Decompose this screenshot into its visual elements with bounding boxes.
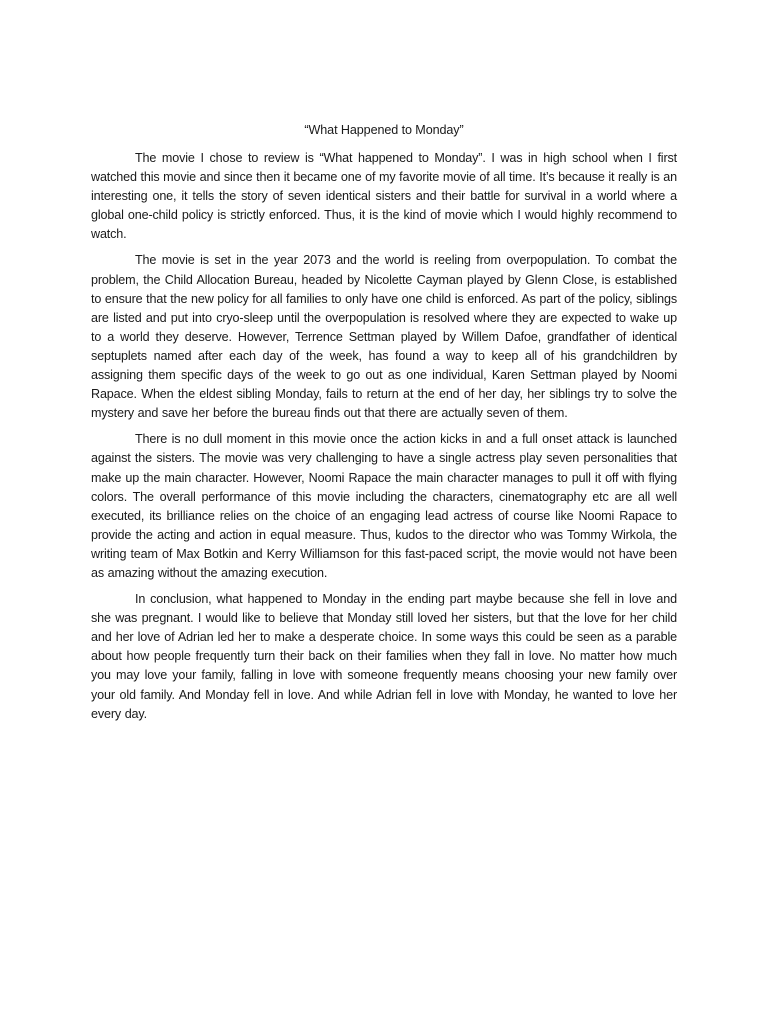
paragraph-evaluation: There is no dull moment in this movie once the action kicks in and a full onset attack is launched against the sisters. The movie was very challenging to have a single actress play seven personalities that make up the main character. However, Noomi Rapace the main character manages to pull it off with flying colors. The overall performance of this movie including the characters, cinematography etc are all well executed, its brilliance relies on the choice of an engaging lead actress of course like Noomi Rapace to provide the acting and action in equal measure. Thus, kudos to the director who was Tommy Wirkola, the writing team of Max Botkin and Kerry Williamson for this fast-paced script, the movie would not have been as amazing without the amazing execution. [91, 432, 677, 580]
paragraph-introduction: The movie I chose to review is “What happened to Monday”. I was in high school when I first watched this movie and since then it became one of my favorite movie of all time. It’s because it really is an interesting one, it tells the story of seven identical sisters and their battle for survival in a world where a global one-child policy is strictly enforced. Thus, it is the kind of movie which I would highly recommend to watch. [91, 151, 677, 242]
paragraph-conclusion: In conclusion, what happened to Monday in the ending part maybe because she fell in love and she was pregnant. I would like to believe that Monday still loved her sisters, but that the love for her child and her love of Adrian led her to make a desperate choice. In some ways this could be seen as a parable about how people frequently turn their back on their families when they fall in love. No matter how much you may love your family, falling in love with someone frequently means choosing your new family over your old family. And Monday fell in love. And while Adrian fell in love with Monday, he wanted to love her every day. [91, 592, 677, 721]
document-body [91, 120, 677, 731]
document-title: “What Happened to Monday” [304, 123, 464, 137]
paragraph-plot-summary: The movie is set in the year 2073 and the world is reeling from overpopulation. To combat the problem, the Child Allocation Bureau, headed by Nicolette Cayman played by Glenn Close, is established to ensure that the new policy for all families to only have one child is enforced. As part of the policy, siblings are listed and put into cryo-sleep until the overpopulation is resolved where they are expected to wake up to a world they deserve. However, Terrence Settman played by Willem Dafoe, grandfather of identical septuplets named after each day of the week, has found a way to keep all of his grandchildren by assigning them specific days of the week to go out as one individual, Karen Settman played by Noomi Rapace. When the eldest sibling Monday, fails to return at the end of her day, her siblings try to solve the mystery and save her before the bureau finds out that there are actually seven of them. [91, 253, 677, 421]
